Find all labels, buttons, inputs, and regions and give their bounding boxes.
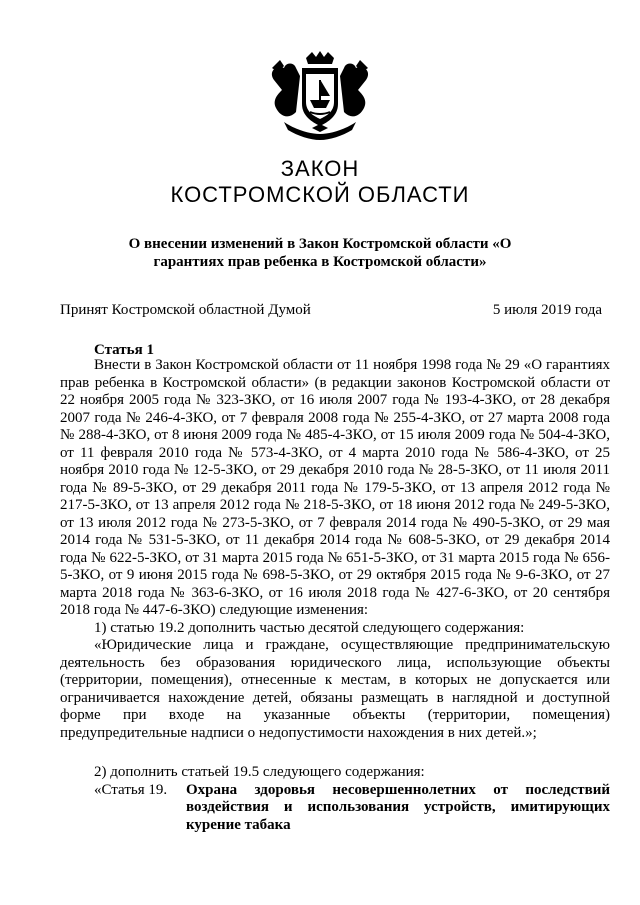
coat-of-arms-icon xyxy=(266,50,374,142)
law-subtitle: О внесении изменений в Закон Костромской области «О гарантиях прав ребенка в Костромской области» xyxy=(128,236,512,270)
article-1-heading: Статья 1 xyxy=(94,342,154,358)
article-19-5-block xyxy=(60,782,610,835)
article-1-intro: Внести в Закон Костромской области от 11 ноября 1998 года № 29 «О гарантиях прав ребенка в Костромской области» (в редакции законов Костромской области от 22 ноября 2005 года № 323-ЗКО, от 16 июля 2007 года № 193-4-ЗКО, от 28 декабря 2007 года № 246-4-ЗКО, от 7 февраля 2008 года № 255-4-ЗКО, от 27 марта 2008 года № 288-4-ЗКО, от 8 июня 2009 года № 485-4-ЗКО, от 15 июля 2009 года № 504-4-ЗКО, от 11 февраля 2010 года № 573-4-ЗКО, от 4 марта 2010 года № 586-4-ЗКО, от 25 ноября 2010 года № 12-5-ЗКО, от 29 декабря 2010 года № 28-5-ЗКО, от 11 июля 2011 года № 89-5-ЗКО, от 29 декабря 2011 года № 179-5-ЗКО, от 13 апреля 2012 года № 217-5-ЗКО, от 13 апреля 2012 года № 218-5-ЗКО, от 18 июня 2012 года № 249-5-ЗКО, от 13 июля 2012 года № 273-5-ЗКО, от 7 февраля 2014 года № 490-5-ЗКО, от 29 мая 2014 года № 531-5-ЗКО, от 11 декабря 2014 года № 608-5-ЗКО, от 29 декабря 2014 года № 622-5-ЗКО, от 31 марта 2015 года № 651-5-ЗКО, от 31 марта 2015 года № 656-5-ЗКО, от 9 июня 2015 года № 698-5-ЗКО, от 29 октября 2015 года № 9-6-ЗКО, от 27 марта 2018 года № 363-6-ЗКО, от 16 июля 2018 года № 427-6-ЗКО, от 20 сентября 2018 года № 447-6-ЗКО) следующие изменения: xyxy=(60,357,610,618)
region-title: КОСТРОМСКОЙ ОБЛАСТИ xyxy=(170,182,470,207)
law-title: ЗАКОН xyxy=(280,156,360,181)
item-1: 1) статью 19.2 дополнить частью десятой следующего содержания: xyxy=(94,619,525,636)
article-19-label: «Статья 19. xyxy=(94,781,168,798)
article-19-heading: Охрана здоровья несовершеннолетних от последствий воздействия и использования устройств, имитирующих курение табака xyxy=(186,781,610,833)
item-2: 2) дополнить статьей 19.5 следующего содержания: xyxy=(94,764,425,780)
item-1-quote: «Юридические лица и граждане, осуществляющие предпринимательскую деятельность без образования юридического лица, использующие объекты (территории, помещения), отнесенные к местам, в которых не допускается или ограничивается нахождение детей, обязаны размещать в наглядной и доступной форме при входе на указанные объекты (территории, помещения) предупредительные надписи о недопустимости нахождения в них детей.»; xyxy=(60,637,610,741)
adoption-text: Принят Костромской областной Думой xyxy=(60,302,311,318)
adoption-line xyxy=(60,302,602,319)
article-1-body xyxy=(60,357,610,834)
adoption-date: 5 июля 2019 года xyxy=(492,302,602,318)
